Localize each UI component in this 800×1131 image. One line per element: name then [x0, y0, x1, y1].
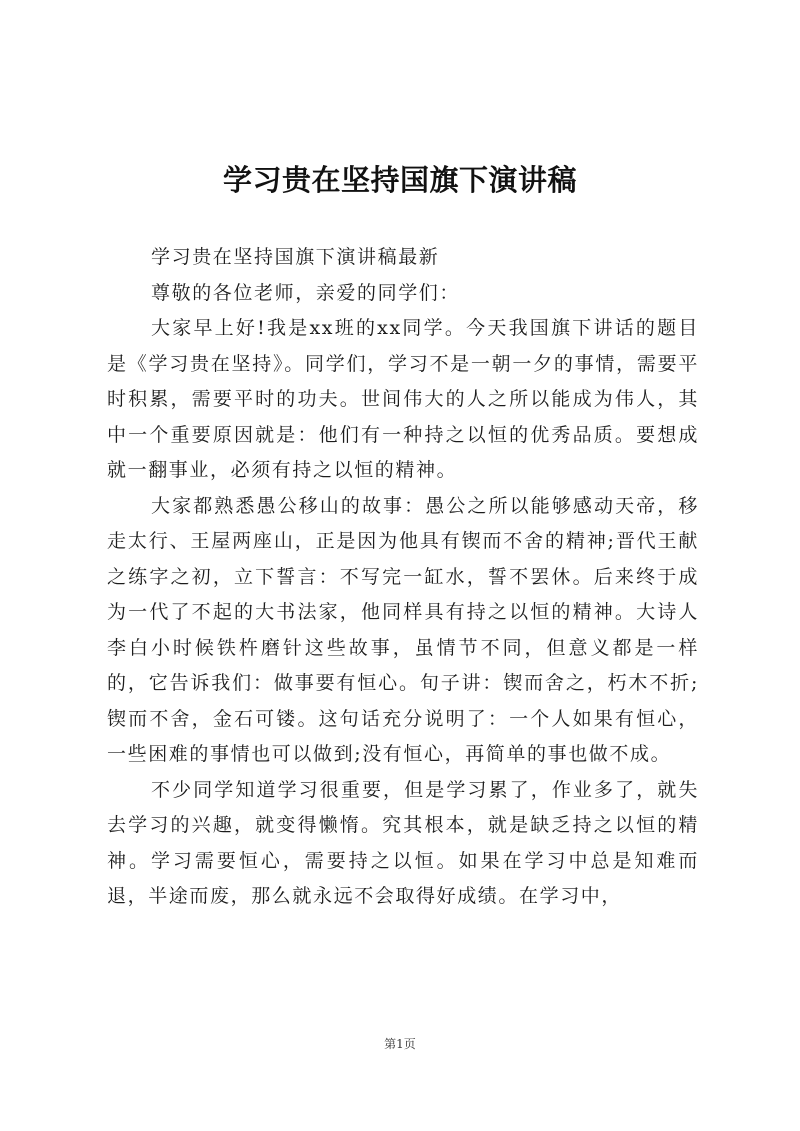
paragraph-greeting: 尊敬的各位老师，亲爱的同学们：	[151, 281, 461, 304]
paragraph-subtitle: 学习贵在坚持国旗下演讲稿最新	[151, 246, 440, 268]
paragraph-examples: 大家都熟悉愚公移山的故事：愚公之所以能够感动天帝，移走太行、王屋两座山，正是因为他具有锲而不舍的精神;晋代王献之练字之初，立下誓言：不写完一缸水，誓不罢休。后来终于成为一代了不起的大书法家，他同样具有持之以恒的精神。大诗人李白小时候铁杵磨针这些故事，虽情节不同，但意义都是一样的，它告诉我们：做事要有恒心。旬子讲：锲而舍之，朽木不折;锲而不舍，金石可镂。这句话充分说明了：一个人如果有恒心，一些困难的事情也可以做到;没有恒心，再简单的事也做不成。	[107, 494, 699, 765]
paragraph-study: 不少同学知道学习很重要，但是学习累了，作业多了，就失去学习的兴趣，就变得懒惰。究其根本，就是缺乏持之以恒的精神。学习需要恒心，需要持之以恒。如果在学习中总是知难而退，半途而废，那么就永远不会取得好成绩。在学习中，	[107, 778, 699, 907]
paragraph-intro: 大家早上好!我是xx班的xx同学。今天我国旗下讲话的题目是《学习贵在坚持》。同学们，学习不是一朝一夕的事情，需要平时积累，需要平时的功夫。世间伟大的人之所以能成为伟人，其中一个重要原因就是：他们有一种持之以恒的优秀品质。要想成就一翻事业，必须有持之以恒的精神。	[107, 317, 699, 481]
document-title: 学习贵在坚持国旗下演讲稿	[222, 163, 577, 197]
page-number: 第1页	[384, 1037, 416, 1051]
document-body	[107, 240, 699, 915]
